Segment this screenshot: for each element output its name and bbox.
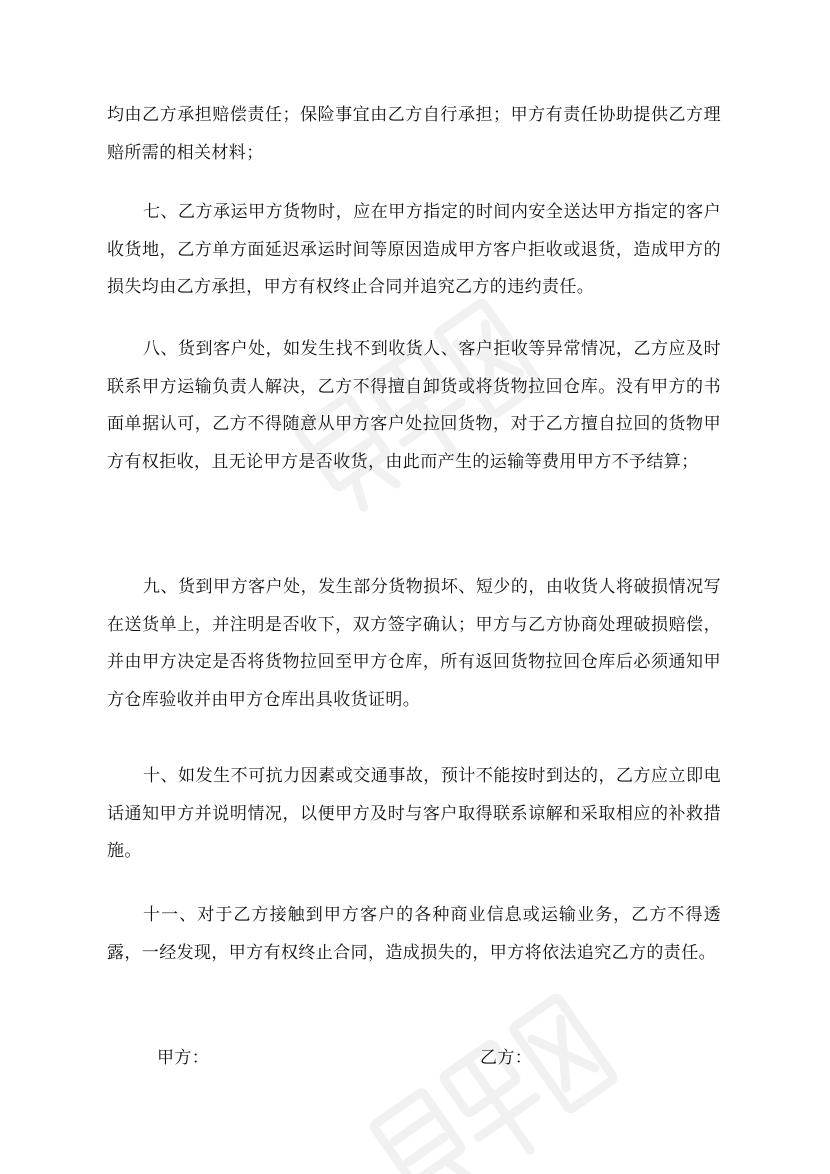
- paragraph-clause-10: 十、如发生不可抗力因素或交通事故，预计不能按时到达的，乙方应立即电话通知甲方并说明情况，以便甲方及时与客户取得联系谅解和采取相应的补救措施。: [107, 766, 721, 861]
- watermark-mark-lower: [373, 997, 620, 1174]
- paragraph-clause-11: 十一、对于乙方接触到甲方客户的各种商业信息或运输业务，乙方不得透露，一经发现，甲方有权终止合同，造成损失的，甲方将依法追究乙方的责任。: [107, 905, 721, 963]
- signature-party-a-label: 甲方：: [157, 1048, 210, 1068]
- paragraph-continuation: 均由乙方承担赔偿责任；保险事宜由乙方自行承担；甲方有责任协助提供乙方理赔所需的相关材料；: [107, 105, 721, 163]
- signature-party-b-label: 乙方：: [480, 1048, 533, 1068]
- paragraph-clause-7: 七、乙方承运甲方货物时，应在甲方指定的时间内安全送达甲方指定的客户收货地，乙方单方面延迟承运时间等原因造成甲方客户拒收或退货，造成甲方的损失均由乙方承担，甲方有权终止合同并追究乙方的违约责任。: [107, 202, 721, 297]
- paragraph-clause-9: 九、货到甲方客户处，发生部分货物损坏、短少的，由收货人将破损情况写在送货单上，并注明是否收下，双方签字确认；甲方与乙方协商处理破损赔偿，并由甲方决定是否将货物拉回至甲方仓库，所有返回货物拉回仓库后必须通知甲方仓库验收并由甲方仓库出具收货证明。: [107, 577, 721, 710]
- paragraph-clause-8: 八、货到客户处，如发生找不到收货人、客户拒收等异常情况，乙方应及时联系甲方运输负责人解决，乙方不得擅自卸货或将货物拉回仓库。没有甲方的书面单据认可，乙方不得随意从甲方客户处拉回货物，对于乙方擅自拉回的货物甲方有权拒收，且无论甲方是否收货，由此而产生的运输等费用甲方不予结算；: [107, 339, 721, 472]
